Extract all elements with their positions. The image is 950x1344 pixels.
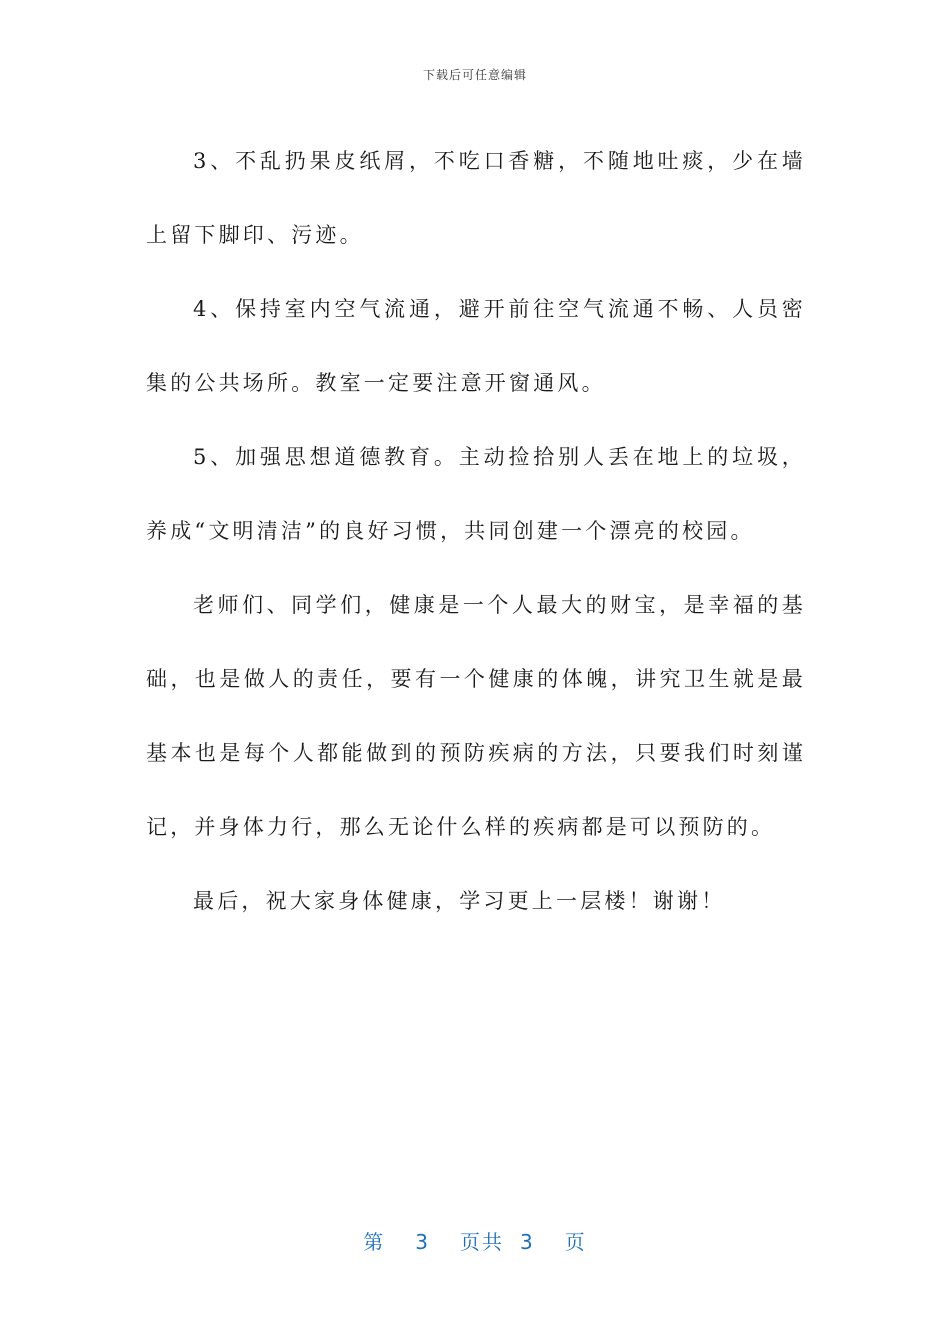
paragraph-closing: 最后，祝大家身体健康，学习更上一层楼！谢谢！ bbox=[193, 889, 726, 913]
footer-prefix: 第 bbox=[363, 1230, 386, 1254]
document-body bbox=[146, 124, 806, 938]
paragraph-health: 老师们、同学们，健康是一个人最大的财宝，是幸福的基础，也是做人的责任，要有一个健康的体魄，讲究卫生就是最基本也是每个人都能做到的预防疾病的方法，只要我们时刻谨记，并身体力行，那么无论什么样的疾病都是可以预防的。 bbox=[146, 593, 806, 839]
paragraph-item-3: 3、不乱扔果皮纸屑，不吃口香糖，不随地吐痰，少在墙上留下脚印、污迹。 bbox=[146, 149, 806, 247]
footer-current-page: 3 bbox=[415, 1230, 430, 1254]
footer-middle: 页共 bbox=[460, 1230, 504, 1254]
footer-total-pages: 3 bbox=[520, 1230, 535, 1254]
page-header: 下载后可任意编辑 bbox=[422, 68, 527, 82]
paragraph-item-5: 5、加强思想道德教育。主动捡拾别人丢在地上的垃圾，养成“文明清洁”的良好习惯，共同创建一个漂亮的校园。 bbox=[146, 445, 806, 543]
paragraph-item-4: 4、保持室内空气流通，避开前往空气流通不畅、人员密集的公共场所。教室一定要注意开窗通风。 bbox=[146, 297, 806, 395]
footer-suffix: 页 bbox=[564, 1230, 587, 1254]
page-footer bbox=[0, 1226, 950, 1255]
